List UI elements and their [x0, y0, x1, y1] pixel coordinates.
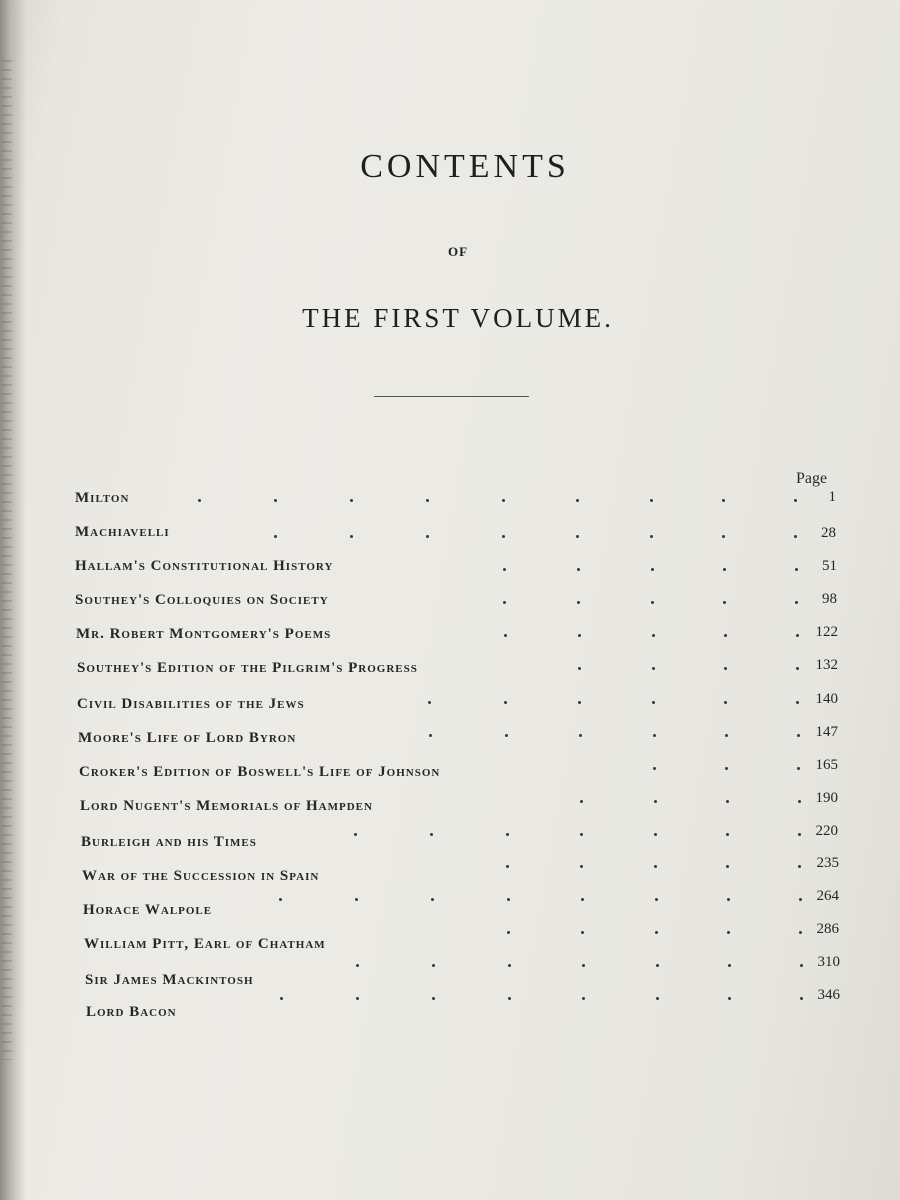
- leader-dot: [428, 701, 431, 704]
- leader-dot: [798, 865, 801, 868]
- leader-dot: [652, 667, 655, 670]
- leader-dot: [506, 833, 509, 836]
- toc-entry-title: Sir James Mackintosh: [85, 972, 254, 988]
- leader-dot: [576, 535, 579, 538]
- leader-dot: [430, 833, 433, 836]
- leader-dot: [654, 800, 657, 803]
- facing-page-edge: [2, 60, 12, 1060]
- leader-dot: [655, 898, 658, 901]
- leader-dot: [653, 767, 656, 770]
- toc-entry-page: 132: [815, 657, 838, 673]
- toc-entry: [75, 490, 850, 514]
- leader-dot: [650, 499, 653, 502]
- toc-entry: [79, 764, 850, 788]
- leader-dot: [580, 833, 583, 836]
- leader-dot: [506, 865, 509, 868]
- leader-dot: [432, 964, 435, 967]
- leader-dot: [581, 898, 584, 901]
- leader-dot: [578, 634, 581, 637]
- leader-dot: [794, 499, 797, 502]
- toc-entry: [77, 660, 850, 684]
- leader-dot: [728, 964, 731, 967]
- toc-entry-title: Hallam's Constitutional History: [75, 558, 334, 574]
- leader-dot: [350, 535, 353, 538]
- leader-dot: [577, 568, 580, 571]
- toc-entry: [77, 696, 850, 720]
- leader-dot: [726, 833, 729, 836]
- toc-entry-page: 98: [822, 591, 837, 607]
- contents-heading: CONTENTS: [360, 148, 570, 185]
- toc-entry: [85, 972, 850, 996]
- leader-dot: [795, 568, 798, 571]
- leader-dot: [576, 499, 579, 502]
- toc-entry: [82, 868, 850, 892]
- leader-dot: [725, 767, 728, 770]
- leader-dot: [796, 667, 799, 670]
- leader-dot: [508, 997, 511, 1000]
- leader-dot: [727, 898, 730, 901]
- leader-dot: [274, 499, 277, 502]
- leader-dot: [505, 734, 508, 737]
- leader-dot: [426, 535, 429, 538]
- leader-dot: [796, 701, 799, 704]
- leader-dot: [198, 499, 201, 502]
- leader-dot: [726, 800, 729, 803]
- leader-dot: [502, 535, 505, 538]
- leader-dot: [503, 568, 506, 571]
- toc-entry: [76, 626, 850, 650]
- toc-entry: [86, 1004, 850, 1028]
- leader-dot: [356, 964, 359, 967]
- toc-entry-title: Moore's Life of Lord Byron: [78, 730, 297, 746]
- toc-entry-page: 346: [817, 987, 840, 1003]
- leader-dot: [800, 964, 803, 967]
- leader-dot: [577, 601, 580, 604]
- leader-dot: [797, 767, 800, 770]
- leader-dot: [507, 898, 510, 901]
- leader-dot: [354, 833, 357, 836]
- leader-dot: [502, 499, 505, 502]
- leader-dot: [727, 931, 730, 934]
- leader-dot: [503, 601, 506, 604]
- toc-entry-title: Horace Walpole: [83, 902, 213, 918]
- leader-dot: [651, 568, 654, 571]
- of-heading: OF: [447, 244, 469, 259]
- toc-entry-title: Southey's Colloquies on Society: [75, 592, 329, 608]
- leader-dot: [656, 997, 659, 1000]
- toc-entry-page: 122: [815, 624, 838, 640]
- leader-dot: [280, 997, 283, 1000]
- leader-dot: [582, 964, 585, 967]
- page-column-label: Page: [796, 470, 828, 487]
- leader-dot: [799, 931, 802, 934]
- leader-dot: [653, 734, 656, 737]
- leader-dot: [429, 734, 432, 737]
- toc-entry-title: Lord Nugent's Memorials of Hampden: [80, 798, 373, 814]
- toc-entry-page: 310: [817, 954, 840, 970]
- toc-entry-title: Civil Disabilities of the Jews: [77, 696, 305, 712]
- leader-dot: [799, 898, 802, 901]
- leader-dot: [652, 701, 655, 704]
- toc-entry-page: 286: [816, 921, 839, 937]
- leader-dot: [794, 535, 797, 538]
- leader-dot: [724, 634, 727, 637]
- leader-dot: [796, 634, 799, 637]
- toc-entry-page: 264: [816, 888, 839, 904]
- toc-entry-page: 220: [815, 823, 838, 839]
- heading-rule: [374, 396, 529, 397]
- toc-entry-page: 235: [816, 855, 839, 871]
- toc-entry-title: Lord Bacon: [86, 1004, 177, 1020]
- leader-dot: [432, 997, 435, 1000]
- leader-dot: [581, 931, 584, 934]
- leader-dot: [726, 865, 729, 868]
- toc-entry-page: 165: [815, 757, 838, 773]
- toc-entry-title: Machiavelli: [75, 524, 170, 540]
- toc-entry-title: Southey's Edition of the Pilgrim's Progress: [77, 660, 418, 676]
- leader-dot: [798, 800, 801, 803]
- toc-entry-page: 28: [821, 525, 836, 541]
- leader-dot: [722, 535, 725, 538]
- leader-dot: [724, 701, 727, 704]
- toc-entry: [80, 798, 850, 822]
- leader-dot: [580, 865, 583, 868]
- toc-entry-title: Burleigh and his Times: [81, 834, 257, 850]
- volume-heading: THE FIRST VOLUME.: [302, 303, 614, 333]
- leader-dot: [723, 601, 726, 604]
- toc-entry-title: William Pitt, Earl of Chatham: [84, 936, 326, 952]
- toc-entry: [75, 524, 850, 548]
- leader-dot: [725, 734, 728, 737]
- leader-dot: [655, 931, 658, 934]
- toc-entry: [81, 834, 850, 858]
- toc-entry-page: 51: [822, 558, 837, 574]
- leader-dot: [651, 601, 654, 604]
- leader-dot: [798, 833, 801, 836]
- toc-entry: [75, 558, 850, 582]
- toc-entry: [78, 730, 850, 754]
- leader-dot: [431, 898, 434, 901]
- leader-dot: [724, 667, 727, 670]
- leader-dot: [426, 499, 429, 502]
- leader-dot: [355, 898, 358, 901]
- leader-dot: [654, 865, 657, 868]
- toc-entry-title: Croker's Edition of Boswell's Life of Johnson: [79, 764, 441, 780]
- toc-entry-title: Milton: [75, 490, 130, 506]
- leader-dot: [656, 964, 659, 967]
- leader-dot: [654, 833, 657, 836]
- toc-entry-title: War of the Succession in Spain: [82, 868, 320, 884]
- toc-entry-page: 1: [828, 489, 836, 505]
- leader-dot: [652, 634, 655, 637]
- leader-dot: [582, 997, 585, 1000]
- leader-dot: [728, 997, 731, 1000]
- toc-entry-page: 140: [815, 691, 838, 707]
- leader-dot: [578, 667, 581, 670]
- toc-entry-page: 147: [815, 724, 838, 740]
- leader-dot: [723, 568, 726, 571]
- leader-dot: [504, 701, 507, 704]
- leader-dot: [795, 601, 798, 604]
- toc-entry: [83, 902, 850, 926]
- leader-dot: [350, 499, 353, 502]
- leader-dot: [279, 898, 282, 901]
- leader-dot: [580, 800, 583, 803]
- leader-dot: [578, 701, 581, 704]
- toc-entry: [75, 592, 850, 616]
- leader-dot: [507, 931, 510, 934]
- toc-entry: [84, 936, 850, 960]
- leader-dot: [800, 997, 803, 1000]
- leader-dot: [356, 997, 359, 1000]
- leader-dot: [579, 734, 582, 737]
- toc-entry-title: Mr. Robert Montgomery's Poems: [76, 626, 332, 642]
- leader-dot: [274, 535, 277, 538]
- leader-dot: [797, 734, 800, 737]
- leader-dot: [650, 535, 653, 538]
- toc-entry-page: 190: [815, 790, 838, 806]
- leader-dot: [722, 499, 725, 502]
- leader-dot: [508, 964, 511, 967]
- leader-dot: [504, 634, 507, 637]
